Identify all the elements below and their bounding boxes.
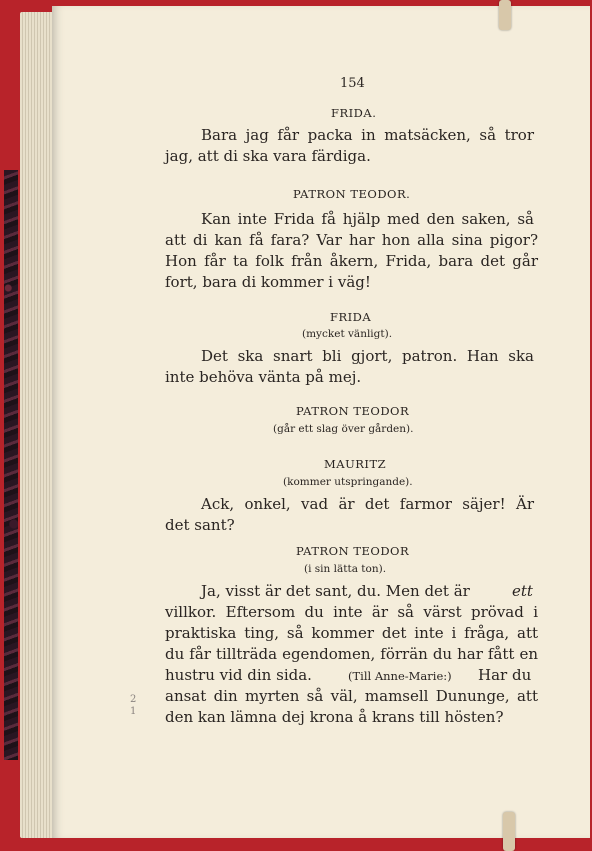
page-clip-bottom[interactable] bbox=[503, 812, 515, 851]
page-number: 154 bbox=[340, 76, 365, 91]
page-clip-top[interactable] bbox=[499, 0, 511, 30]
dialogue-line: du får tillträda egendomen, förrän du har fått en bbox=[165, 645, 538, 663]
inline-stage-direction: (Till Anne-Marie:) bbox=[348, 669, 452, 683]
dialogue-line: Bara jag får packa in matsäcken, så tror bbox=[201, 126, 534, 144]
dialogue-line: den kan lämna dej krona å krans till hösten? bbox=[165, 708, 504, 726]
dialogue-line: villkor. Eftersom du inte är så värst prövad i bbox=[165, 603, 538, 621]
stage-direction: (i sin lätta ton). bbox=[304, 563, 387, 575]
page-edges bbox=[20, 12, 56, 838]
speaker-patron-teodor-1: PATRON TEODOR. bbox=[293, 187, 411, 201]
dialogue-line: hustru vid din sida. bbox=[165, 666, 312, 684]
dialogue-line: Hon får ta folk från åkern, Frida, bara det går bbox=[165, 252, 538, 270]
speaker-frida-1: FRIDA. bbox=[331, 106, 377, 120]
dialogue-line: Det ska snart bli gjort, patron. Han ska bbox=[201, 347, 534, 365]
dialogue-line: fort, bara di kommer i väg! bbox=[165, 273, 371, 291]
dialogue-line: praktiska ting, så kommer det inte i fråga, att bbox=[165, 624, 538, 642]
stage-direction: (mycket vänligt). bbox=[302, 328, 393, 340]
marbled-edge bbox=[4, 170, 18, 760]
dialogue-line: att di kan få fara? Var har hon alla sina pigor? bbox=[165, 231, 538, 249]
speaker-mauritz: MAURITZ bbox=[324, 457, 387, 471]
dialogue-line: jag, att di ska vara färdiga. bbox=[165, 147, 371, 165]
dialogue-line: ansat din myrten så väl, mamsell Dununge, att bbox=[165, 687, 538, 705]
speaker-patron-teodor-3: PATRON TEODOR bbox=[296, 544, 410, 558]
stage-direction: (går ett slag över gården). bbox=[273, 423, 414, 435]
stage-direction: (kommer utspringande). bbox=[283, 476, 413, 488]
speaker-patron-teodor-2: PATRON TEODOR bbox=[296, 404, 410, 418]
dialogue-line: Kan inte Frida få hjälp med den saken, så bbox=[201, 210, 534, 228]
emphasis-word: ett bbox=[512, 582, 533, 600]
dialogue-line: det sant? bbox=[165, 516, 235, 534]
dialogue-line: inte behöva vänta på mej. bbox=[165, 368, 362, 386]
dialogue-line: Har du bbox=[478, 666, 532, 684]
speaker-frida-2: FRIDA bbox=[330, 310, 372, 324]
margin-pencil-mark: 2 1 bbox=[130, 694, 137, 717]
dialogue-line: Ja, visst är det sant, du. Men det är bbox=[201, 582, 470, 600]
dialogue-line: Ack, onkel, vad är det farmor säjer! Är bbox=[201, 495, 534, 513]
